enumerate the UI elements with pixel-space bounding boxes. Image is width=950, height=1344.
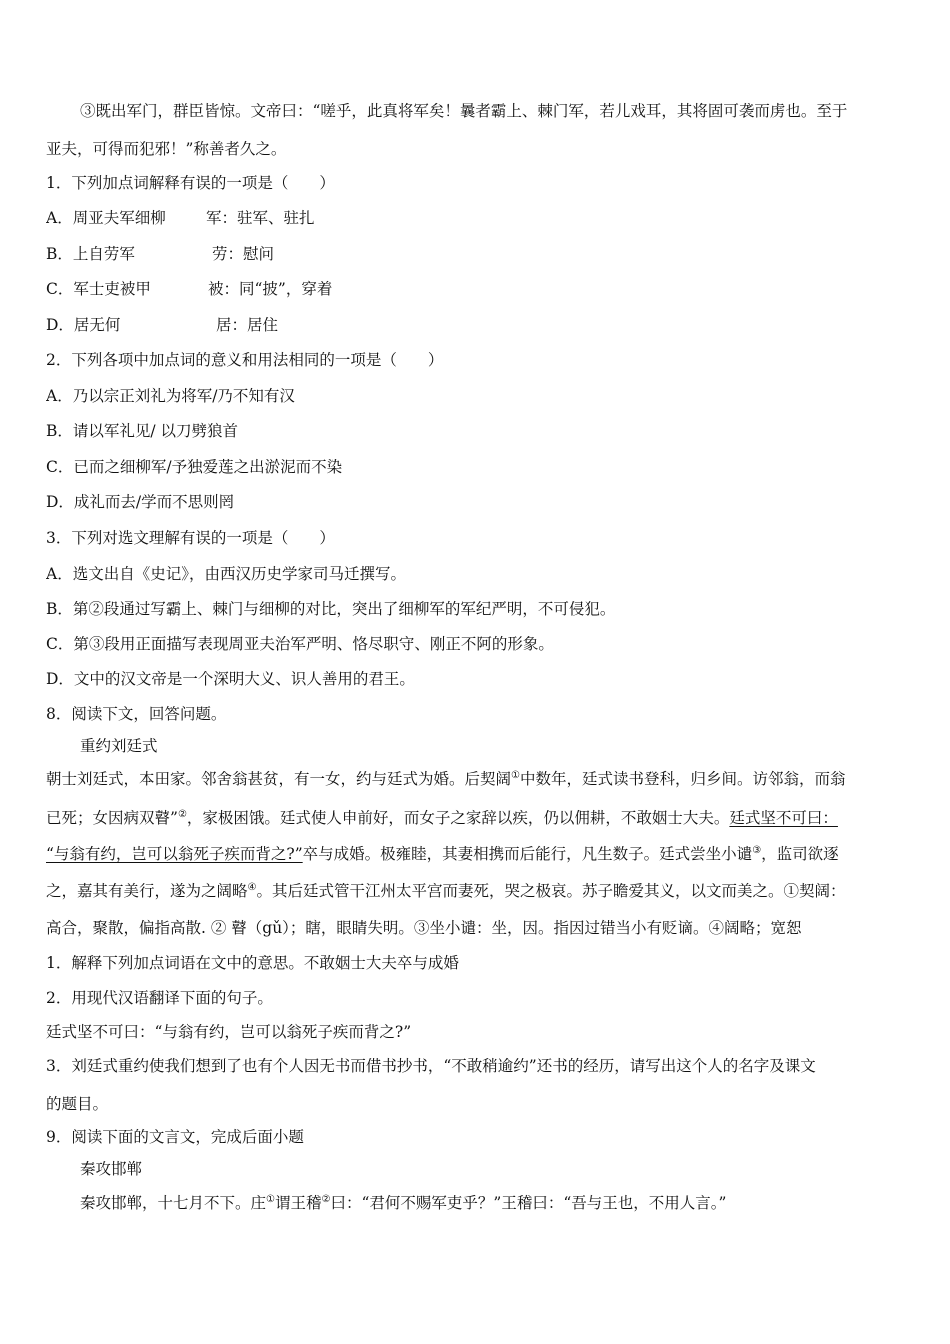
question-8-1: 1．解释下列加点词语在文中的意思。不敢姻士大夫卒与成婚 [46, 954, 459, 972]
passage-paragraph-3 [80, 100, 908, 122]
text-line: 亚夫，可得而犯邪！”称善者久之。 [46, 140, 287, 158]
text-line: ③既出军门，群臣皆惊。文帝曰：“嗟乎，此真将军矣！曩者霸上、棘门军，若儿戏耳，其将固可袭而虏也。至于 [80, 102, 848, 120]
question-2-stem: 2．下列各项中加点词的意义和用法相同的一项是（ ） [46, 351, 444, 369]
text-span: 已死；女因病双瞽” [46, 809, 178, 827]
question-1-stem: 1．下列加点词解释有误的一项是（ ） [46, 174, 335, 192]
underlined-sentence: “与翁有约，岂可以翁死子疾而背之?” [46, 845, 303, 863]
option-explanation: 军：驻军、驻扎 [206, 209, 315, 227]
footnote-marker: ② [321, 1193, 331, 1205]
option-text: C．军士吏被甲 [46, 280, 151, 298]
question-1-option-a [46, 207, 908, 229]
question-3-option-b: B．第②段通过写霸上、棘门与细柳的对比，突出了细柳军的军纪严明，不可侵犯。 [46, 600, 616, 618]
question-1-option-c [46, 278, 908, 300]
question-2-option-c: C．已而之细柳军/予独爱莲之出淤泥而不染 [46, 458, 343, 476]
text-span: 。其后廷式管干江州太平宫而妻死，哭之极哀。苏子瞻爱其义，以文而美之。①契阔： [256, 882, 846, 900]
option-explanation: 劳：慰问 [212, 245, 275, 263]
question-8-2-sentence: 廷式坚不可曰：“与翁有约，岂可以翁死子疾而背之?” [46, 1023, 412, 1041]
text-span: 谓王稽 [274, 1194, 322, 1212]
passage-title-liu-tingshi: 重约刘廷式 [80, 737, 158, 755]
passage-paragraph-3-cont [46, 138, 908, 160]
text-span: 秦攻邯郸，十七月不下。庄 [80, 1194, 267, 1212]
question-2-option-a: A．乃以宗正刘礼为将军/乃不知有汉 [46, 387, 295, 405]
question-1-option-d [46, 314, 908, 336]
passage-line [46, 880, 908, 902]
text-span: 朝士刘廷式，本田家。邻舍翁甚贫，有一女，约与廷式为婚。后契阔 [46, 770, 512, 788]
text-span: 曰：“君何不赐军吏乎？”王稽曰：“吾与王也，不用人言。” [330, 1194, 727, 1212]
option-explanation: 被：同“披”，穿着 [208, 280, 333, 298]
question-2-option-d: D．成礼而去/学而不思则罔 [46, 493, 235, 511]
question-8-3-cont: 的题目。 [46, 1095, 109, 1113]
footnote-marker: ① [266, 1193, 275, 1205]
question-1-option-b [46, 243, 908, 265]
text-span: 卒与成婚。极雍睦，其妻相携而后能行，凡生数子。廷式尝坐小谴 [302, 845, 753, 863]
option-text: A．周亚夫军细柳 [46, 209, 166, 227]
footnote-marker: ③ [752, 844, 762, 856]
question-3-stem: 3．下列对选文理解有误的一项是（ ） [46, 529, 335, 547]
passage-line [46, 768, 908, 790]
passage-line [80, 1192, 908, 1214]
question-3-option-c: C．第③段用正面描写表现周亚夫治军严明、恪尽职守、刚正不阿的形象。 [46, 635, 554, 653]
passage-title-qin-gong-handan: 秦攻邯郸 [80, 1160, 143, 1178]
text-span: 之，嘉其有美行，遂为之阔略 [46, 882, 248, 900]
question-3-option-a: A．选文出自《史记》，由西汉历史学家司马迁撰写。 [46, 565, 406, 583]
option-text: D．居无何 [46, 316, 121, 334]
footnote-marker: ② [177, 808, 187, 820]
underlined-sentence: 廷式坚不可曰： [729, 809, 838, 827]
text-span: ，监司欲逐 [761, 845, 839, 863]
question-8-heading: 8．阅读下文，回答问题。 [46, 705, 227, 723]
option-text: B．上自劳军 [46, 245, 135, 263]
text-span: 中数年，廷式读书登科，归乡间。访邻翁，而翁 [519, 770, 846, 788]
footnote-marker: ① [511, 769, 520, 781]
question-8-2: 2．用现代汉语翻译下面的句子。 [46, 989, 273, 1007]
passage-line [46, 843, 908, 865]
footnote-marker: ④ [247, 881, 257, 893]
footnotes: 高合，聚散，偏指高散. ② 瞽（gǔ）；瞎，眼睛失明。③坐小谴：坐，因。指因过错当小有贬谪。④阔略；宽恕 [46, 919, 802, 937]
question-3-option-d: D．文中的汉文帝是一个深明大义、识人善用的君王。 [46, 670, 415, 688]
question-8-3: 3．刘廷式重约使我们想到了也有个人因无书而借书抄书，“不敢稍逾约”还书的经历，请写出这个人的名字及课文 [46, 1057, 816, 1075]
passage-line [46, 807, 908, 829]
option-explanation: 居：居住 [216, 316, 279, 334]
question-9-heading: 9．阅读下面的文言文，完成后面小题 [46, 1128, 304, 1146]
text-span: ，家极困饿。廷式使人申前好，而女子之家辞以疾，仍以佣耕，不敢姻士大夫。 [186, 809, 730, 827]
question-2-option-b: B．请以军礼见/ 以刀劈狼首 [46, 422, 239, 440]
